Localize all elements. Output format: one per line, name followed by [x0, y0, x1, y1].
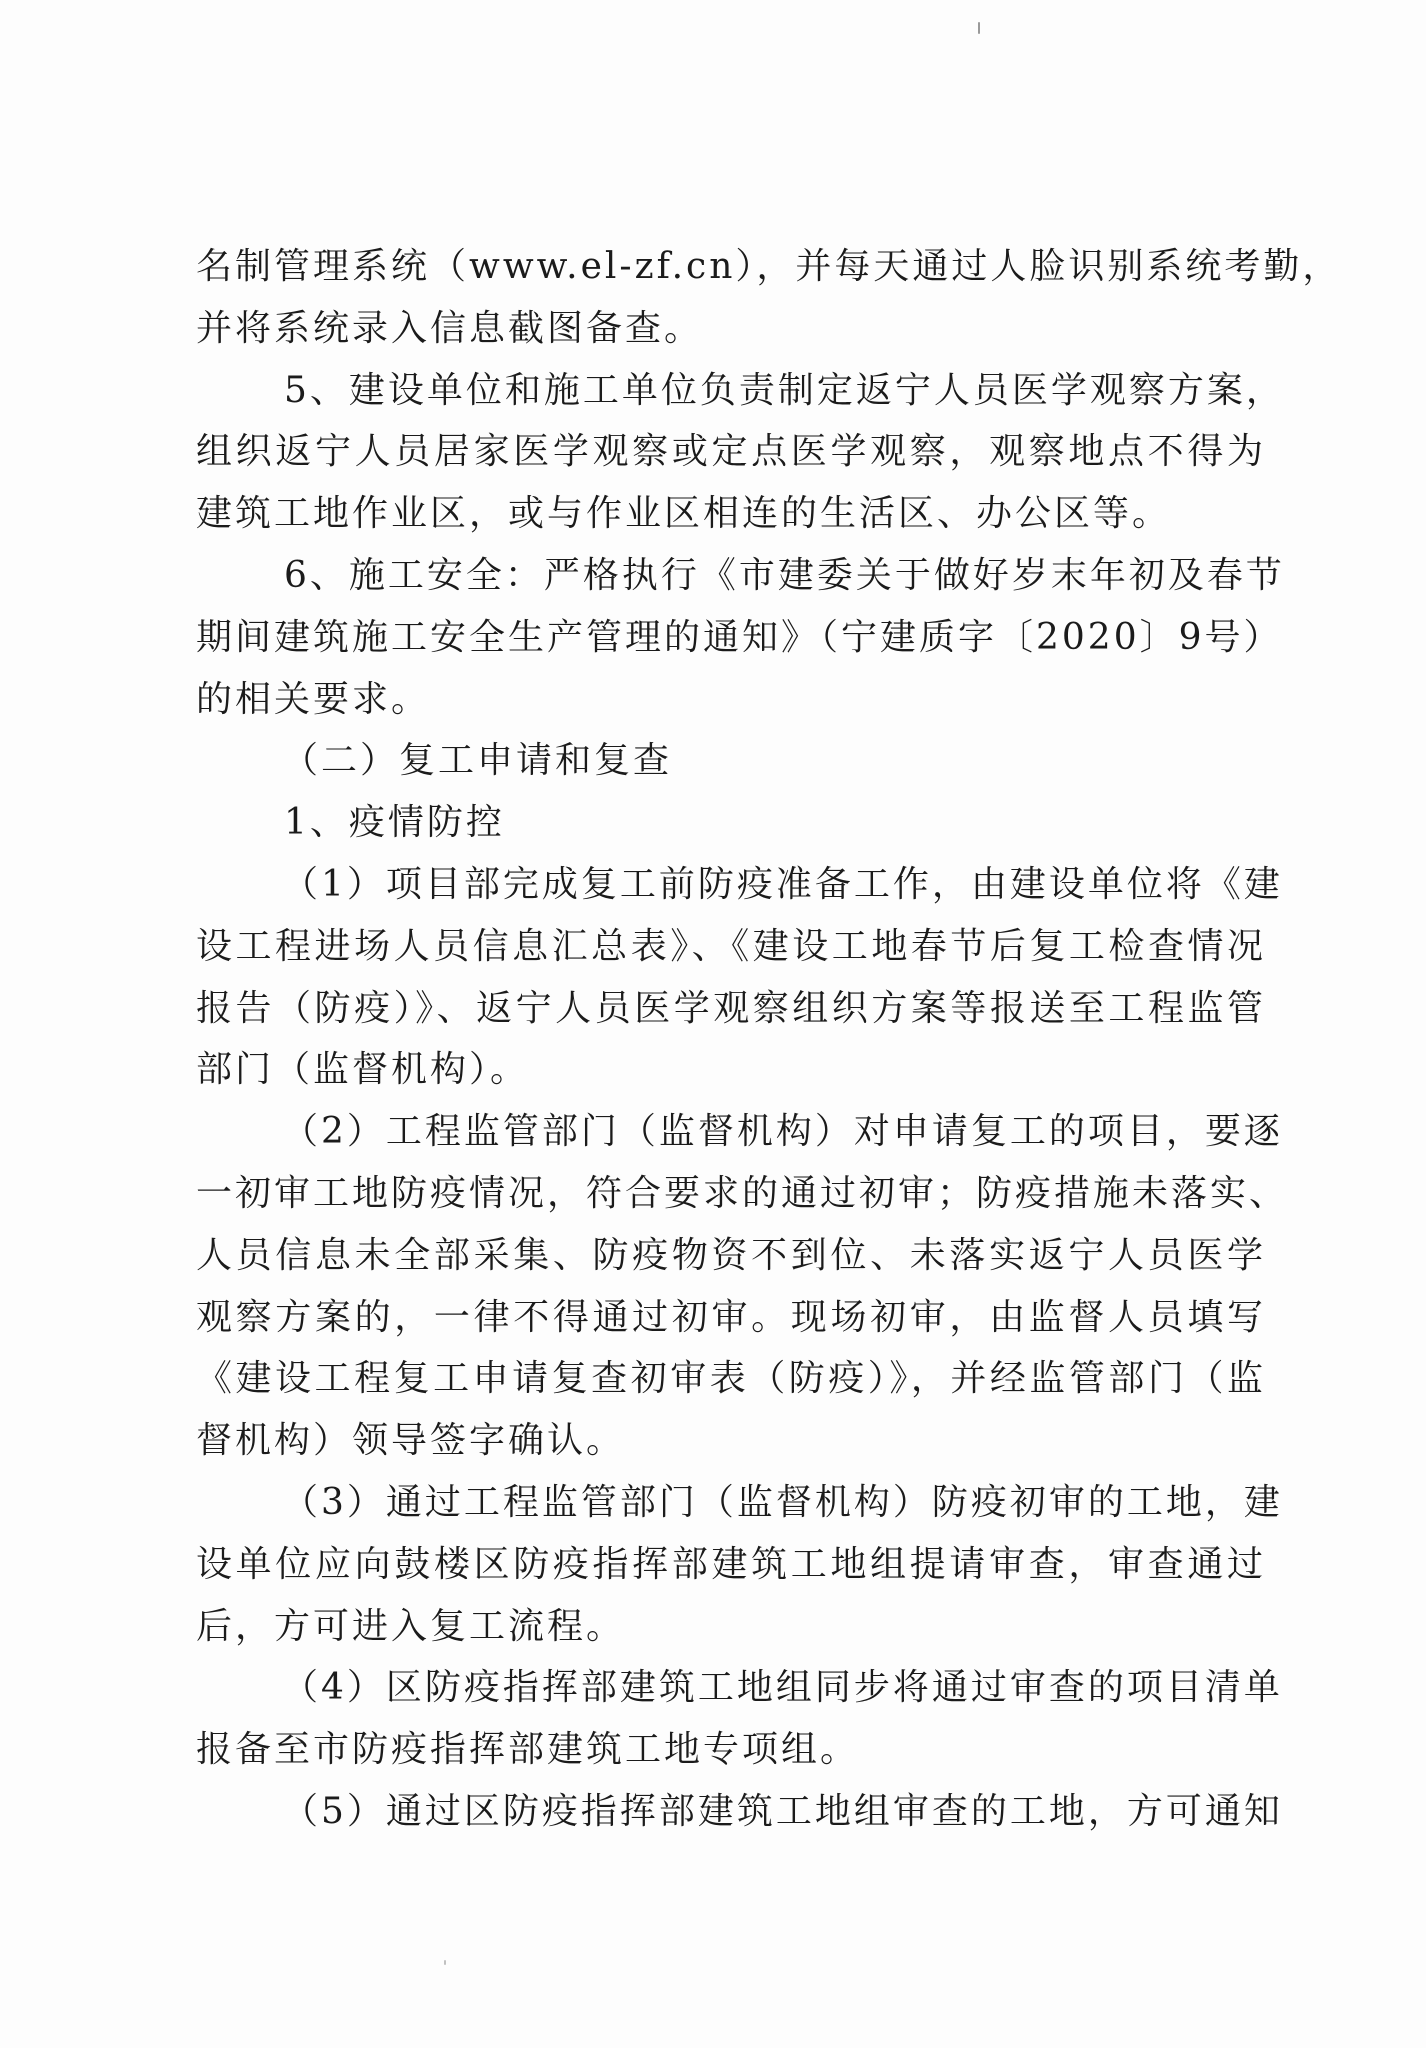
- paragraph-line: 一初审工地防疫情况，符合要求的通过初审；防疫措施未落实、: [196, 1172, 1289, 1214]
- paragraph-line: 《建设工程复工申请复查初审表（防疫）》，并经监管部门（监: [196, 1358, 1266, 1400]
- paragraph-line: 5、建设单位和施工单位负责制定返宁人员医学观察方案，: [284, 369, 1285, 411]
- paragraph-line: 观察方案的，一律不得通过初审。现场初审，由监督人员填写: [196, 1296, 1266, 1338]
- paragraph-line: 设单位应向鼓楼区防疫指挥部建筑工地组提请审查，审查通过: [196, 1543, 1266, 1585]
- paragraph-line: 部门（监督机构）。: [196, 1049, 530, 1091]
- paragraph-line: 督机构）领导签字确认。: [196, 1420, 626, 1462]
- paragraph-line: 后，方可进入复工流程。: [196, 1605, 626, 1647]
- paragraph-line: （1）项目部完成复工前防疫准备工作，由建设单位将《建: [282, 863, 1283, 905]
- subsection-heading: 1、疫情防控: [284, 802, 505, 844]
- section-heading: （二）复工申请和复查: [282, 740, 673, 782]
- paragraph-line: 6、施工安全：严格执行《市建委关于做好岁末年初及春节: [284, 554, 1285, 596]
- paragraph-line: 期间建筑施工安全生产管理的通知》（宁建质字〔2020〕9号）: [196, 616, 1283, 658]
- paragraph-line: （4）区防疫指挥部建筑工地组同步将通过审查的项目清单: [282, 1667, 1283, 1709]
- paragraph-line: （3）通过工程监管部门（监督机构）防疫初审的工地，建: [282, 1481, 1283, 1523]
- paragraph-line: 报备至市防疫指挥部建筑工地专项组。: [196, 1729, 860, 1771]
- paragraph-line: 设工程进场人员信息汇总表》、《建设工地春节后复工检查情况: [196, 925, 1266, 967]
- paragraph-line: 名制管理系统（www.el-zf.cn），并每天通过人脸识别系统考勤，: [196, 246, 1342, 287]
- scan-mark-top: [978, 22, 980, 34]
- paragraph-line: （5）通过区防疫指挥部建筑工地组审查的工地，方可通知: [282, 1790, 1283, 1832]
- paragraph-line: 组织返宁人员居家医学观察或定点医学观察，观察地点不得为: [196, 431, 1266, 473]
- paragraph-line: 建筑工地作业区，或与作业区相连的生活区、办公区等。: [196, 493, 1172, 535]
- document-body: [196, 236, 1342, 1843]
- paragraph-line: 人员信息未全部采集、防疫物资不到位、未落实返宁人员医学: [196, 1234, 1266, 1276]
- paragraph-line: （2）工程监管部门（监督机构）对申请复工的项目，要逐: [282, 1111, 1283, 1153]
- scan-mark-bottom: [444, 1960, 446, 1965]
- paragraph-line: 的相关要求。: [196, 678, 431, 720]
- paragraph-line: 并将系统录入信息截图备查。: [196, 307, 704, 349]
- paragraph-line: 报告（防疫）》、返宁人员医学观察组织方案等报送至工程监管: [196, 987, 1266, 1029]
